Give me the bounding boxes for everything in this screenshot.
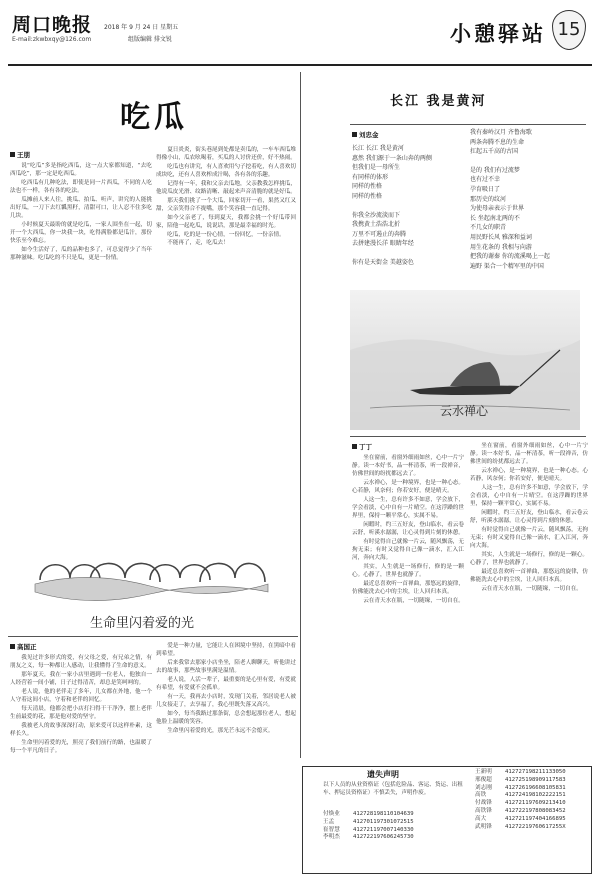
- notice-name: 王孟: [323, 818, 335, 825]
- paragraph: 有时觉得自己就像一片云，随风飘荡，无拘无束；有时又觉得自己像一滴水，汇入江河，奔向大海。: [352, 539, 464, 562]
- poem-line: 惠然 我们源于一条山奔的两侧: [352, 154, 432, 162]
- masthead: [8, 8, 592, 66]
- notice-name: 高铁: [475, 792, 487, 799]
- notice-row: [475, 769, 566, 777]
- paragraph: 云在青天水在瓶，一切随缘，一切自在。: [363, 597, 464, 604]
- paragraph: 云在青天水在瓶，一切随缘，一切自在。: [481, 585, 582, 592]
- poem-line: 长 坐起南北两的不: [470, 214, 520, 222]
- notice-row: [323, 811, 414, 819]
- issue-date: 2018 年 9 月 24 日 星期五: [104, 24, 179, 31]
- article4-body-col2: [156, 642, 296, 882]
- poem-line: 但我们是一母所生: [352, 164, 401, 172]
- paragraph: 生命里闪着爱的光，那光芒永远不会熄灭。: [167, 727, 274, 734]
- notice-row: [475, 800, 566, 808]
- paragraph: 吃瓜，吃的是一份心情，一份回忆，一份亲情。: [167, 231, 285, 238]
- stanza-gap: [352, 202, 462, 211]
- paragraph: 人这一生，总有许多不如意，学会放下，学会看淡，心中自有一片晴空。在这浮躁的世界里，保持一颗平常心，实属不易。: [470, 485, 588, 508]
- paragraph: 小时候夏天最盼的就是吃瓜，一家人围坐在一起，切开一个大西瓜，你一块我一块，吃得满脸都是瓜汁，那份快乐至今难忘。: [10, 221, 152, 245]
- poem-line: 万里不可遏止的奔腾: [352, 230, 407, 238]
- paragraph: 夏日炎炎，街头巷尾到处都是卖瓜的，一车车西瓜堆得像小山，瓜农吆喝着，买瓜的人讨价还价，好不热闹。: [156, 147, 296, 162]
- paragraph: 云水禅心，是一种境界，也是一种心态。心若静，风奈何；你若安好，便是晴天。: [352, 480, 464, 495]
- poem-col1: [352, 144, 462, 268]
- paragraph: 老人说，人活一辈子，最重要的是心里有爱，有爱就有希望，有爱就不会孤单。: [156, 676, 296, 692]
- paragraph: 不能再了，走，吃瓜去！: [167, 240, 229, 247]
- paragraph: 坐在窗前，看窗外细雨如丝，心中一片宁静。读一本好书，品一杯清茶，听一段禅音，仿佛世间的纷扰都远去了。: [352, 455, 464, 478]
- paragraph: 后来我常去那家小店坐坐，陪老人聊聊天，听他讲过去的故事，那些故事里满是温情。: [156, 659, 296, 675]
- column-divider: [300, 72, 301, 758]
- page-number: 15: [552, 10, 586, 50]
- notice-row: [475, 808, 566, 816]
- article-title-chigua: 吃瓜: [120, 100, 188, 135]
- notice-id-number: 412724198102222151: [505, 792, 566, 799]
- notice-list-right: [475, 769, 566, 831]
- poem-line: 遍野 渠合一个精军里的中国: [470, 262, 544, 270]
- poem-line: 孕育吸日了: [470, 185, 501, 193]
- poem-line: 同样的性格: [352, 192, 383, 200]
- notice-name: 付战锋: [475, 800, 492, 807]
- article-byline-3: 丁丁: [352, 442, 372, 451]
- paragraph: 我被老人的故事深深打动，原来爱可以这样朴素，这样长久。: [10, 722, 152, 737]
- poem-line: 为使母亲表示于世界: [470, 205, 525, 213]
- notice-name: 王新明: [475, 769, 492, 775]
- paragraph: 其实，人生就是一场修行，修的是一颗心。心静了，世界也就静了。: [352, 564, 464, 579]
- notice-name: 邢俊超: [475, 776, 492, 783]
- section-rule-left: [8, 636, 298, 637]
- newspaper-logo: 周口晚报: [12, 14, 93, 36]
- notice-id-number: 412721197609213410: [505, 800, 566, 807]
- notice-name: 刘志刚: [475, 784, 492, 791]
- notice-name: 高大: [475, 815, 487, 822]
- article4-body-col1: [10, 654, 152, 882]
- paragraph: 人这一生，总有许多不如意，学会放下，学会看淡，心中自有一片晴空。在这浮躁的世界里，保持一颗平常心，实属不易。: [352, 497, 464, 520]
- paragraph: 如今生活好了，瓜的品种也多了，可总觉得少了当年那种滋味。吃瓜吃的不只是瓜，更是一份情。: [10, 247, 152, 262]
- paragraph: 每天清晨，他都会把小店打扫得干干净净，摆上老伴生前最爱的花，那是他对爱的坚守。: [10, 705, 152, 720]
- poem-line: 用民野长风 雅深和益词: [470, 233, 532, 241]
- stanza-gap: [352, 249, 462, 258]
- paragraph: 有一天，我再去小店时，发现门关着，邻居说老人被儿女接走了，去享福了，我心里既失落又高兴。: [156, 693, 296, 708]
- notice-list-left: [323, 811, 414, 842]
- poem-line: 有同样的体形: [352, 173, 389, 181]
- poem-line: 也有过不幸: [470, 176, 501, 184]
- heart-ribbon-illustration: [30, 540, 270, 610]
- notice-id-number: 41272219760617255X: [505, 823, 566, 830]
- poem-line: 扛起五千高的古国: [470, 148, 519, 156]
- paragraph: 生命里闪着爱的光，照亮了我们前行的路，也温暖了每一个平凡的日子。: [10, 739, 152, 754]
- paragraph: 其实，人生就是一场修行，修的是一颗心。心静了，世界也就静了。: [470, 552, 588, 567]
- poem-col2: [470, 128, 588, 271]
- paragraph: 有时觉得自己就像一片云，随风飘荡，无拘无束；有时又觉得自己像一滴水，汇入江河，奔向大海。: [470, 527, 588, 550]
- email-address: E-mail:zkwbxqy@126.com: [12, 36, 92, 43]
- poem-rule: [350, 124, 586, 125]
- notice-id-number: 412726196608105831: [505, 784, 566, 791]
- notice-id-number: 412722197808083452: [505, 807, 566, 814]
- notice-id-number: 412728198110104639: [353, 811, 414, 817]
- notice-name: 高铁锋: [475, 807, 492, 814]
- poem-line: 去拼建漫长洋 眼睛年经: [352, 240, 414, 248]
- notice-row: [475, 816, 566, 824]
- notice-id-number: 412722197606245730: [353, 834, 414, 841]
- paragraph: 吃西瓜有几种吃法，即使是同一片西瓜，不同的人吃法也不一样，各有各的吃法。: [10, 179, 152, 195]
- article-body-col2: [156, 146, 296, 486]
- article3-body-col2: [470, 442, 588, 754]
- paragraph: 云水禅心，是一种境界，也是一种心态。心若静，风奈何；你若安好，便是晴天。: [470, 468, 588, 483]
- poem-title: 长江 我是黄河: [390, 94, 487, 109]
- notice-id-number: 412725198909117583: [505, 776, 566, 783]
- poem-line: 长江 长江 我是黄河: [352, 145, 404, 152]
- poem-line: 不几女的职青: [470, 224, 507, 232]
- section-rule-right: [350, 436, 586, 437]
- notice-title: 遗失声明: [367, 770, 399, 779]
- notice-id-number: 412721197007140330: [353, 826, 414, 833]
- paragraph: 记得有一年，我和父亲去瓜地，父亲教我怎样挑瓜，他说瓜皮光滑、纹路清晰、敲起来声音清脆的就是好瓜。: [156, 180, 296, 196]
- poem-line: 那历史的纹河: [470, 195, 507, 203]
- paragraph: 瓜摊前人来人往，挑瓜、拍瓜、听声，讲究的人能挑出好瓜，一刀下去红瓤黑籽，清甜可口，让人忍不住多吃几块。: [10, 196, 152, 220]
- paragraph: 最近总喜欢听一首禅曲，那悠远的旋律，仿佛能洗去心中的尘埃，让人回归本真。: [470, 569, 588, 584]
- notice-id-number: 412727198211133050: [505, 769, 566, 775]
- paragraph: 如今，每当我路过那条街，总会想起那位老人，想起他脸上温暖的笑容。: [156, 710, 296, 725]
- paragraph: 说“吃瓜”多是指吃西瓜，这一点大家都知道，“去吃西瓜吃”，那一定是吃西瓜。: [10, 163, 152, 178]
- paragraph: 吃瓜也有讲究，有人喜欢用勺子挖着吃，有人喜欢切成块吃，还有人喜欢榨成汁喝，各有各的乐趣。: [156, 163, 296, 179]
- poem-line: 我有秦岭汉月 齐鲁海歌: [470, 129, 532, 136]
- notice-name: 李明杰: [323, 834, 340, 841]
- poem-line: 我携黄土浩浩北折: [352, 221, 401, 229]
- notice-name: 武明锋: [475, 823, 492, 830]
- loss-notice-box: [302, 766, 592, 874]
- notice-intro: 以下人员的从业资格证（包括危险品、客运、货运、出租车、押运员资格证）不慎丢失，声明作废。: [323, 782, 463, 796]
- paragraph: 坐在窗前，看窗外细雨如丝，心中一片宁静。读一本好书，品一杯清茶，听一段禅音，仿佛世间的纷扰都远去了。: [470, 443, 588, 466]
- poem-line: 把我的谢秦 你的流溪喝上一起: [470, 253, 550, 261]
- article-byline-4: 高国正: [10, 642, 37, 651]
- notice-row: [323, 819, 414, 827]
- poem-byline: 刘忠金: [352, 130, 379, 139]
- heart-caption: 生命里闪着爱的光: [90, 616, 195, 631]
- notice-name: 付焕业: [323, 811, 340, 817]
- paragraph: 闲暇时，约三五好友，登山临水，看云卷云舒，听溪水潺潺，让心灵得到片刻的休憩。: [470, 510, 588, 525]
- poem-line: 是的 我们有过流梦: [470, 166, 520, 174]
- poem-line: 同样的性格: [352, 183, 383, 191]
- article3-body-col1: [352, 454, 464, 754]
- ribbon: [35, 577, 268, 600]
- paragraph: 那年夏天，我在一家小店里遇到一位老人，他独自一人经营着一间小铺，日子过得清苦，却总是笑呵呵的。: [10, 671, 152, 687]
- stanza-gap: [470, 157, 588, 166]
- article-body-col1: [10, 162, 152, 532]
- paragraph: 如今父亲老了，每到夏天，我都会挑一个好瓜带回家，陪他一起吃瓜，说说话，那是最幸福的时光。: [156, 214, 296, 229]
- poem-line: 你有是天街金 美越姿色: [352, 258, 414, 266]
- notice-id-number: 412721197404166895: [505, 815, 566, 822]
- paragraph: 最近总喜欢听一首禅曲，那悠远的旋律，仿佛能洗去心中的尘埃，让人回归本真。: [352, 581, 464, 596]
- poem-line: 两条奔腾不息的生命: [470, 138, 525, 146]
- editor-credits: 组版编辑 排文锐: [128, 36, 172, 43]
- paragraph: 闲暇时，约三五好友，登山临水，看云卷云舒，听溪水潺潺，让心灵得到片刻的休憩。: [352, 522, 464, 537]
- notice-id-number: 412701197301072515: [353, 818, 414, 825]
- notice-row: [475, 824, 566, 832]
- notice-row: [475, 777, 566, 785]
- section-title: 小憩驿站: [450, 21, 546, 46]
- paragraph: 老人说，他的老伴走了多年，儿女都在外地，他一个人守着这间小店，守着和老伴的回忆。: [10, 688, 152, 704]
- paragraph: 爱是一种力量，它能让人在困境中坚持，在黑暗中看到希望。: [156, 643, 296, 658]
- article-byline: 王朋: [10, 150, 30, 159]
- paragraph: 那天我们挑了一个大瓜，回家切开一看，果然又红又甜，父亲笑得合不拢嘴，那个笑容我一直记得。: [156, 197, 296, 212]
- poem-line: 用生花条的 我相与向游: [470, 243, 532, 251]
- boat-caption: 云水禅心: [440, 404, 489, 418]
- notice-name: 崔智慧: [323, 826, 340, 833]
- paragraph: 我见过许多形式的爱，有父母之爱，有兄弟之情，有朋友之义，每一种都让人感动，让我懂得了生命的意义。: [10, 655, 152, 670]
- poem-line: 你我全沙流淡而下: [352, 211, 401, 219]
- notice-row: [323, 834, 414, 842]
